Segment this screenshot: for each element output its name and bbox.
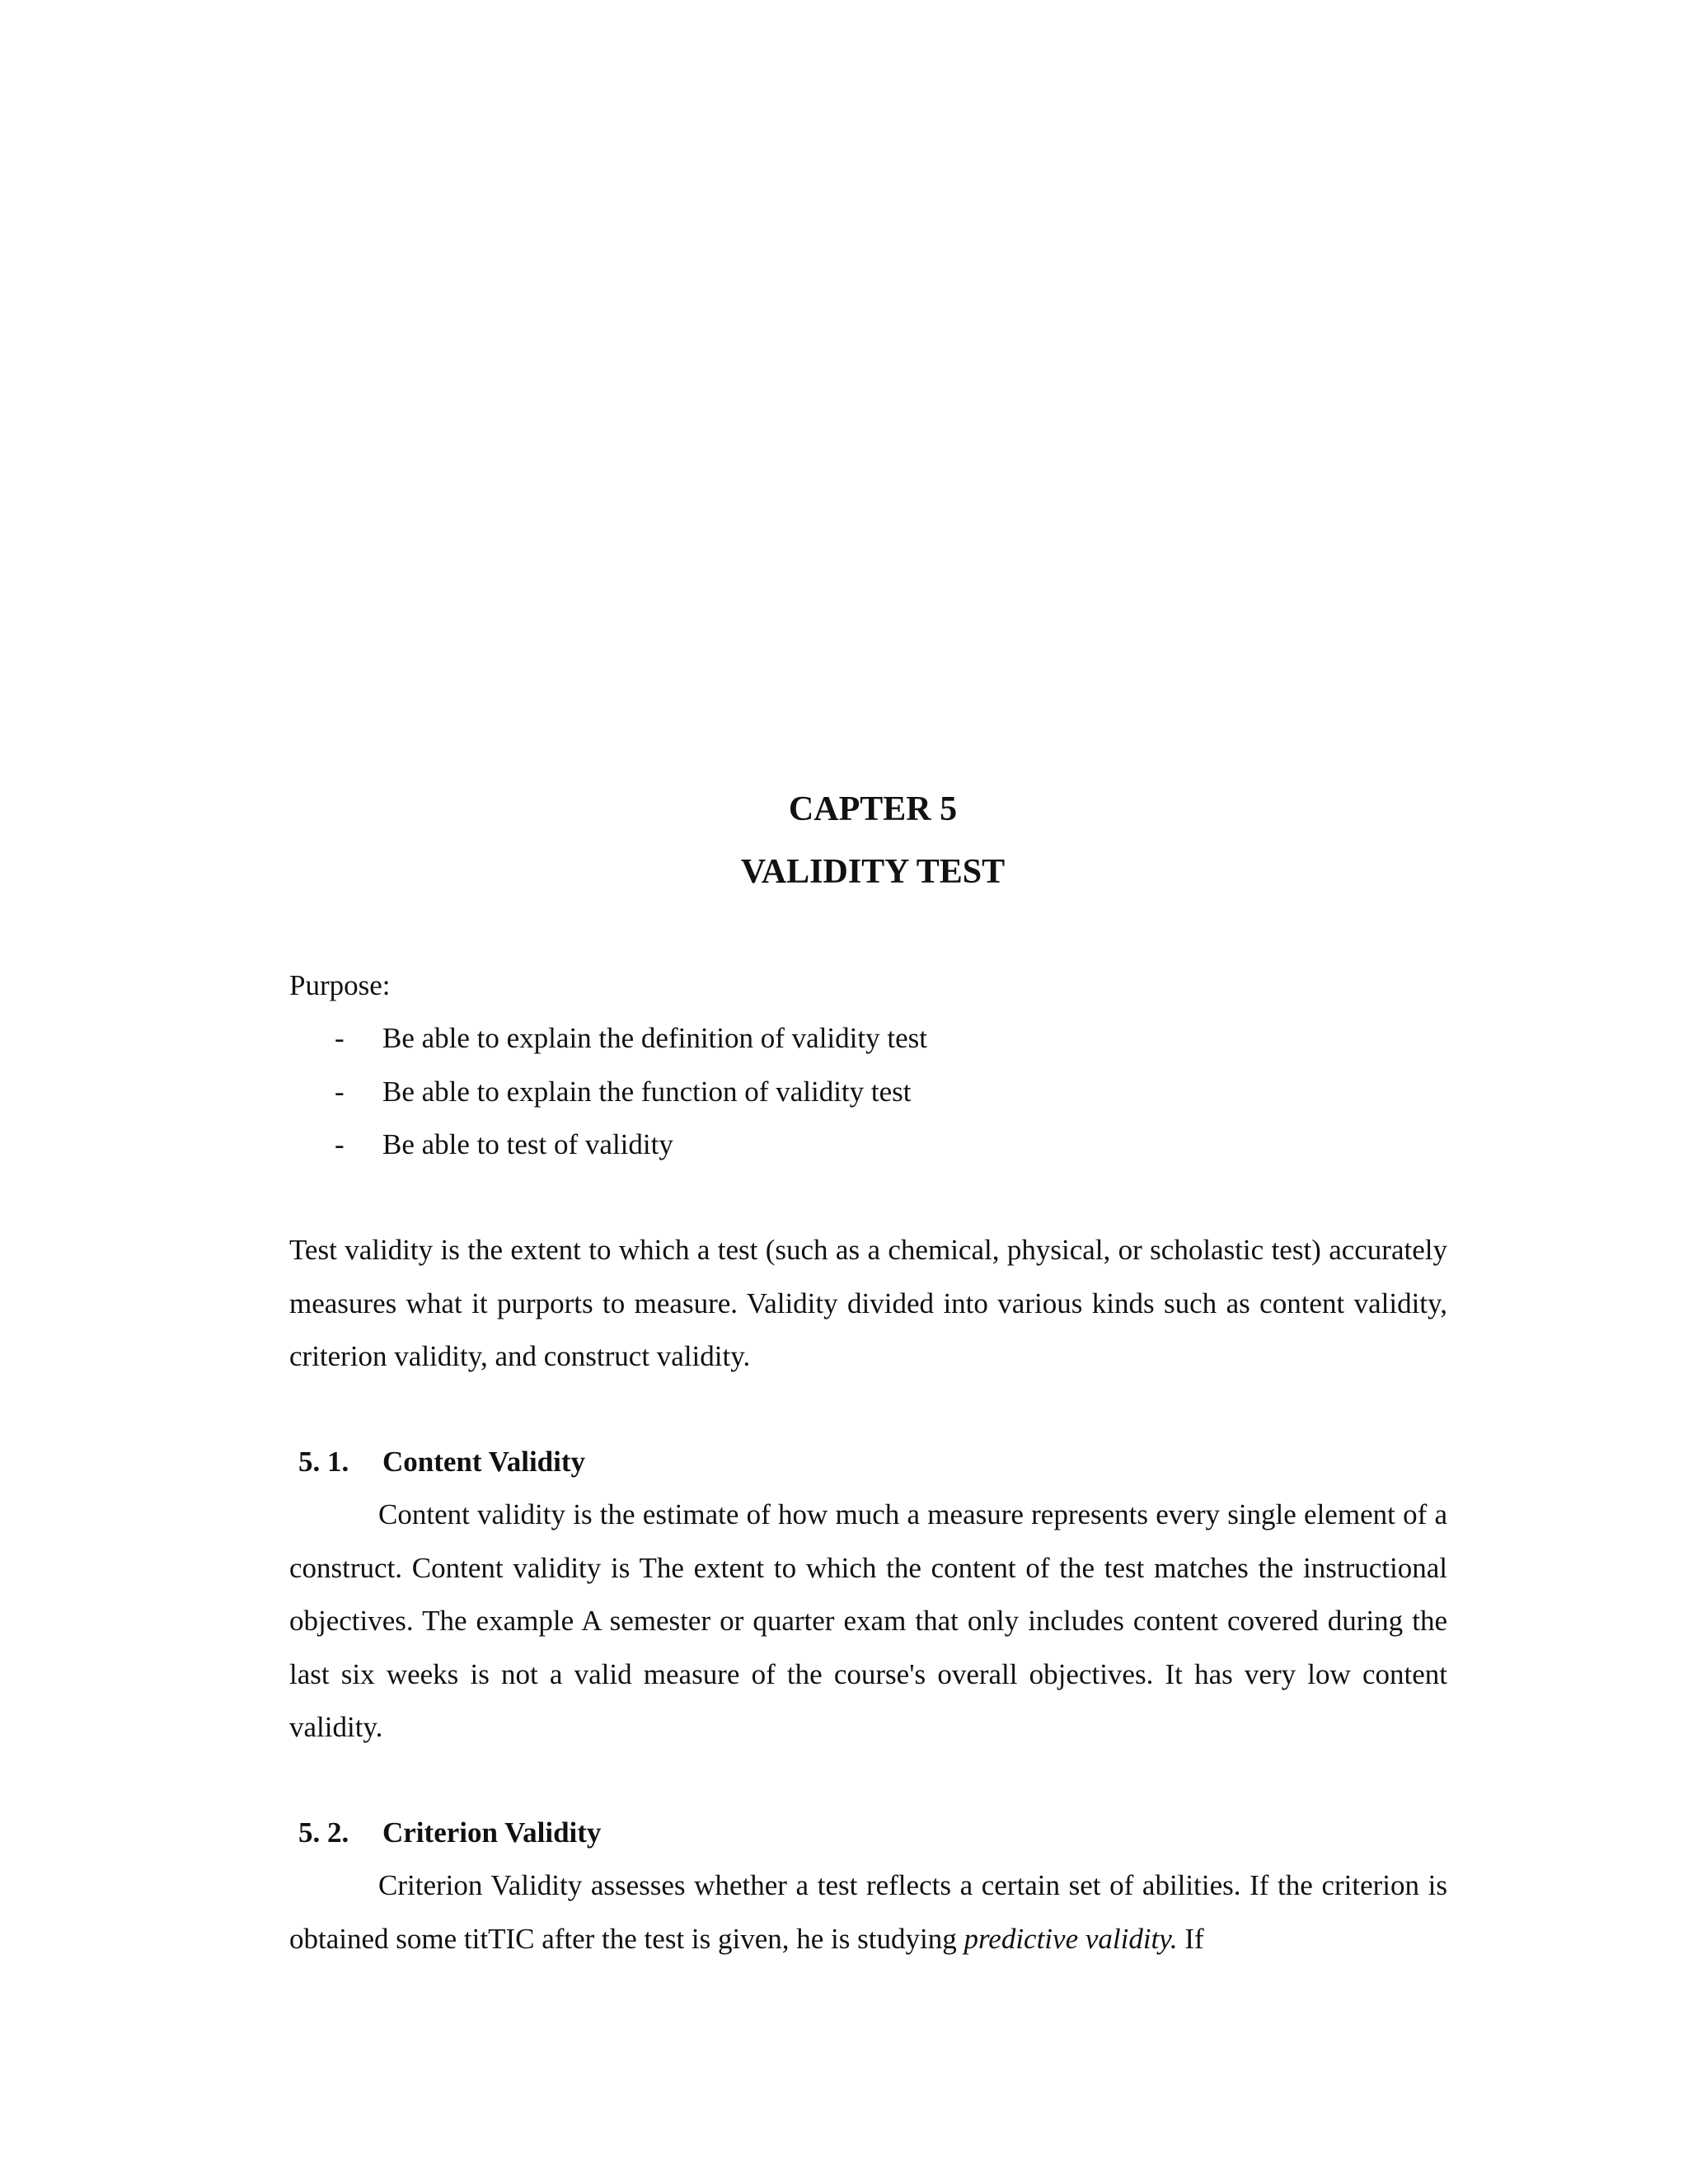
list-item-text: Be able to test of validity	[382, 1128, 673, 1160]
chapter-title: VALIDITY TEST	[740, 853, 1006, 891]
intro-paragraph: Test validity is the extent to which a test (such as a chemical, physical, or scholastic test) accurately measures what it purports to measure. Validity divided into various kinds such as content validity, criterion validity, and construct validity.	[289, 1234, 1447, 1372]
bullet-dash: -	[335, 1022, 345, 1054]
purpose-label: Purpose:	[289, 969, 391, 1001]
content-validity-paragraph: Content validity is the estimate of how much a measure represents every single element of a construct. Content validity is The extent to which the content of the test matches the instructional objectives. The example A semester or quarter exam that only includes content covered during the last six weeks is not a valid measure of the course's overall objectives. It has very low content validity.	[289, 1498, 1447, 1743]
paragraph-text: Criterion Validity assesses whether a test reflects a certain set of abilities. If the criterion is obtained some titTIC after the test is given, he is studying	[289, 1869, 1447, 1955]
bullet-dash: -	[335, 1075, 345, 1108]
section-heading-content-validity	[298, 1436, 585, 1489]
paragraph-text-end: If	[1177, 1922, 1204, 1955]
list-item	[289, 1012, 1447, 1066]
section-number: 5. 1.	[298, 1446, 349, 1478]
list-item-text: Be able to explain the function of validity test	[382, 1075, 912, 1108]
section-title: Criterion Validity	[382, 1816, 602, 1849]
predictive-validity-term: predictive validity.	[964, 1922, 1178, 1955]
section-heading-criterion-validity	[298, 1807, 601, 1860]
section-number: 5. 2.	[298, 1816, 349, 1849]
purpose-list	[289, 1012, 1447, 1172]
bullet-dash: -	[335, 1128, 345, 1160]
list-item	[289, 1066, 1447, 1119]
criterion-validity-paragraph	[289, 1859, 1447, 1966]
list-item	[289, 1118, 1447, 1172]
list-item-text: Be able to explain the definition of validity test	[382, 1022, 927, 1054]
chapter-label: CAPTER 5	[788, 790, 958, 828]
section-title: Content Validity	[382, 1446, 586, 1478]
